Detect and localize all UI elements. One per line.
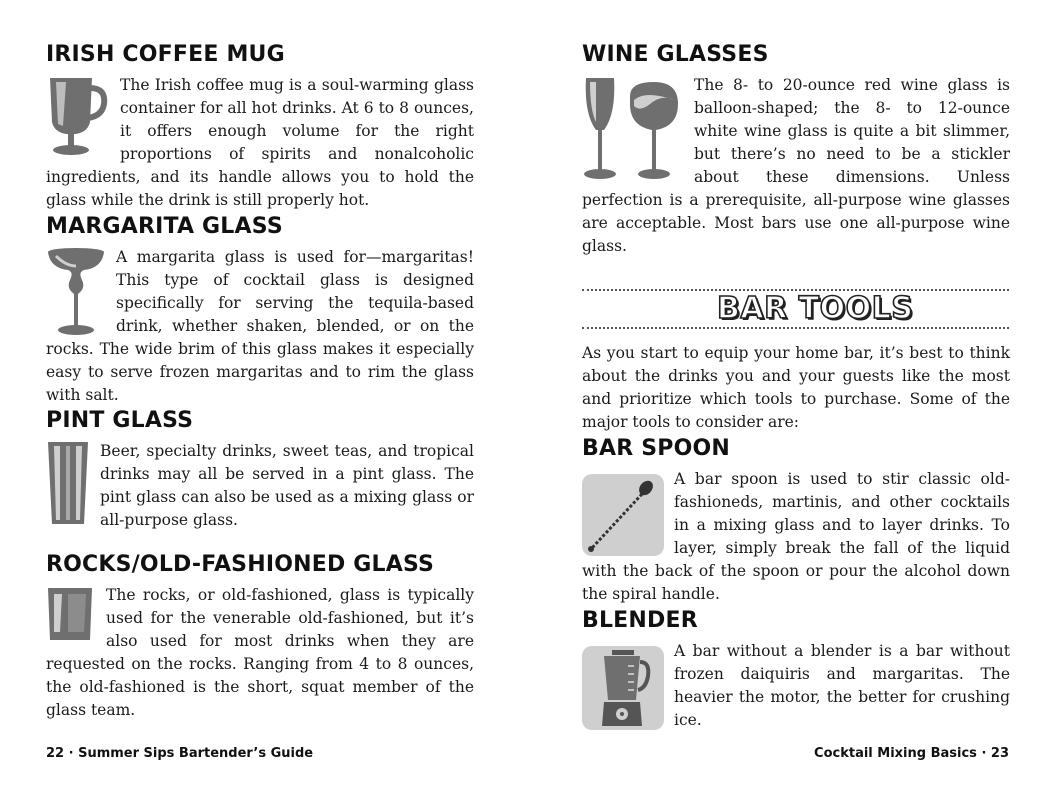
right-page — [527, 0, 1054, 800]
section-rocks-glass — [46, 552, 474, 722]
bar-tools-heading: BAR TOOLS — [717, 291, 914, 326]
section-title: BAR SPOON — [582, 436, 730, 461]
section-irish-coffee-mug — [46, 42, 474, 212]
section-text: A margarita glass is used for—margaritas! This type of cocktail glass is designed specifically for serving the tequila-based drink, whether shaken, blended, or on the rocks. The wide brim of this glass makes it especially easy to serve frozen margaritas and to rim the glass with salt. — [46, 248, 474, 404]
bar-tools-intro — [582, 342, 1010, 434]
section-title: MARGARITA GLASS — [46, 214, 283, 239]
section-blender — [582, 608, 1010, 732]
section-title: WINE GLASSES — [582, 42, 769, 67]
page-footer: Cocktail Mixing Basics · 23 — [814, 746, 1009, 761]
blender-icon — [582, 646, 664, 730]
page-footer: 22 · Summer Sips Bartender’s Guide — [46, 746, 314, 761]
section-title: BLENDER — [582, 608, 698, 633]
section-pint-glass — [46, 408, 474, 532]
bottom-dotted-rule — [582, 327, 1009, 329]
margarita-glass-icon — [46, 246, 108, 338]
section-text: A bar spoon is used to stir classic old-fashioneds, martinis, and other cocktails in a mixing glass and to layer drinks. To layer, simply break the fall of the liquid with the back of the spoon or pour the alcohol down the spiral handle. — [582, 470, 1010, 603]
section-text: The rocks, or old-fashioned, glass is typically used for the venerable old-fashioned, but it’s also used for most drinks when they are requested on the rocks. Ranging from 4 to 8 ounces, the old-fashioned is the short, squat member of the glass team. — [46, 586, 474, 719]
rocks-glass-icon — [46, 586, 98, 644]
wine-glasses-icon — [582, 74, 686, 186]
bar-spoon-icon — [582, 474, 664, 556]
section-title: PINT GLASS — [46, 408, 194, 433]
section-bar-spoon — [582, 436, 1010, 606]
section-title: IRISH COFFEE MUG — [46, 42, 285, 67]
section-text: The Irish coffee mug is a soul-warming glass container for all hot drinks. At 6 to 8 ounces, it offers enough volume for the right proportions of spirits and nonalcoholic ingredients, and its handle allows you to hold the glass while the drink is still properly hot. — [46, 76, 474, 209]
section-text: Beer, specialty drinks, sweet teas, and tropical drinks may all be served in a pint glass. The pint glass can also be used as a mixing glass or all-purpose glass. — [100, 442, 474, 529]
intro-text: As you start to equip your home bar, it’s best to think about the drinks you and your guests like the most and prioritize which tools to purchase. Some of the major tools to consider are: — [582, 344, 1010, 431]
irish-coffee-mug-icon — [46, 74, 112, 162]
section-margarita-glass — [46, 214, 474, 407]
section-title: ROCKS/OLD-FASHIONED GLASS — [46, 552, 435, 577]
pint-glass-icon — [46, 440, 92, 526]
section-text: A bar without a blender is a bar without frozen daiquiris and margaritas. The heavier the motor, the better for crushing ice. — [674, 642, 1010, 729]
section-text: The 8- to 20-ounce red wine glass is balloon-shaped; the 8- to 12-ounce white wine glass is quite a bit slimmer, but there’s no need to be a stickler about these dimensions. Unless perfection is a prerequisite, all-purpose wine glasses are acceptable. Most bars use one all-purpose wine glass. — [582, 76, 1010, 255]
section-wine-glasses — [582, 42, 1010, 258]
